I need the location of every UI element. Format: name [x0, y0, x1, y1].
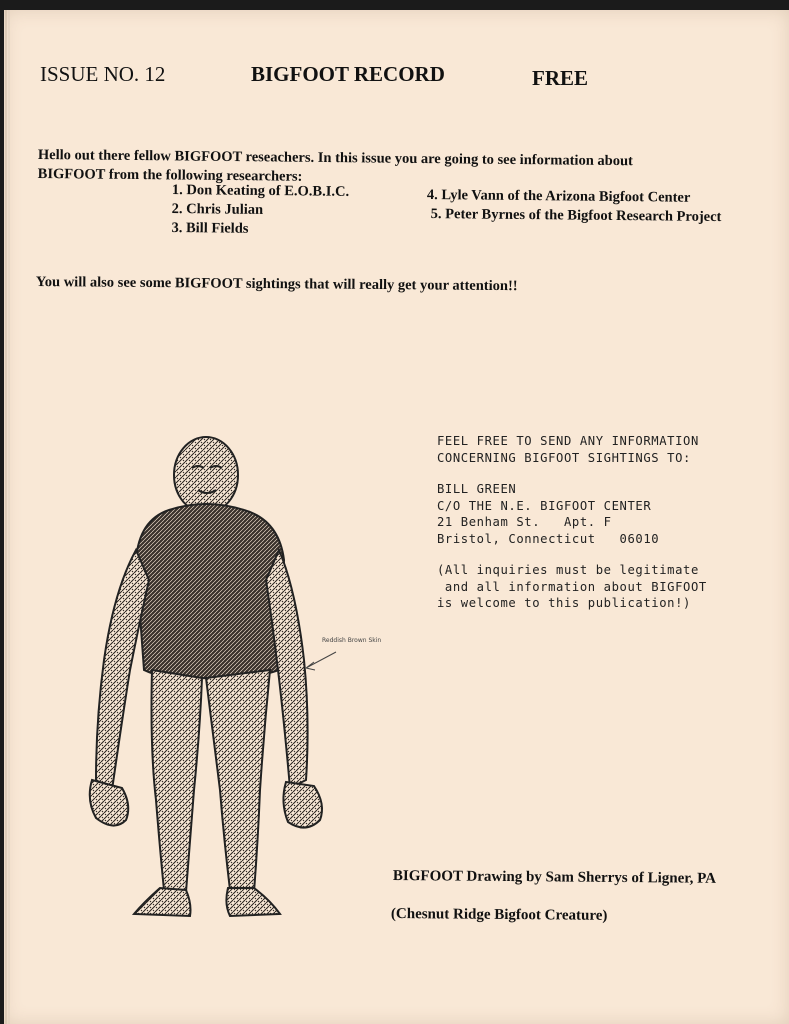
contact-note: (All inquiries must be legitimate — [437, 563, 699, 577]
contact-note: is welcome to this publication!) — [437, 596, 691, 610]
drawing-credit: BIGFOOT Drawing by Sam Sherrys of Ligner, PA — [392, 868, 717, 887]
newsletter-page — [4, 10, 789, 1024]
list-item: 4. Lyle Vann of the Arizona Bigfoot Center — [426, 186, 691, 206]
issue-number: ISSUE NO. 12 — [40, 62, 166, 86]
list-item: 1. Don Keating of E.O.B.I.C. — [171, 181, 350, 200]
contact-note: and all information about BIGFOOT — [437, 579, 707, 594]
researcher-list-right — [427, 186, 722, 227]
publication-title: BIGFOOT RECORD — [251, 62, 445, 86]
contact-info — [437, 433, 707, 612]
list-item: 3. Bill Fields — [171, 219, 249, 237]
contact-line: FEEL FREE TO SEND ANY INFORMATION — [437, 434, 699, 448]
sightings-teaser: You will also see some BIGFOOT sightings that will really get your attention!! — [35, 274, 518, 295]
contact-line: CONCERNING BIGFOOT SIGHTINGS TO: — [437, 450, 691, 465]
researcher-list-left — [171, 181, 349, 240]
drawing-subject: (Chesnut Ridge Bigfoot Creature) — [390, 906, 608, 924]
page-edge-marks — [4, 10, 12, 1024]
price-label: FREE — [532, 66, 589, 90]
drawing-annotation: Reddish Brown Skin — [322, 637, 382, 644]
intro-line-1: Hello out there fellow BIGFOOT reseachers. In this issue you are going to see information about — [37, 146, 633, 170]
intro-line-2: BIGFOOT from the following researchers: — [37, 165, 303, 185]
contact-city: Bristol, Connecticut 06010 — [437, 531, 660, 546]
contact-name: BILL GREEN — [437, 482, 517, 496]
intro-paragraph — [38, 146, 698, 191]
list-item: 5. Peter Byrnes of the Bigfoot Research Project — [430, 206, 722, 226]
contact-org: C/O THE N.E. BIGFOOT CENTER — [437, 498, 652, 513]
contact-street: 21 Benham St. Apt. F — [437, 515, 612, 529]
masthead — [4, 62, 789, 92]
bigfoot-drawing — [74, 420, 382, 920]
list-item: 2. Chris Julian — [171, 200, 264, 218]
